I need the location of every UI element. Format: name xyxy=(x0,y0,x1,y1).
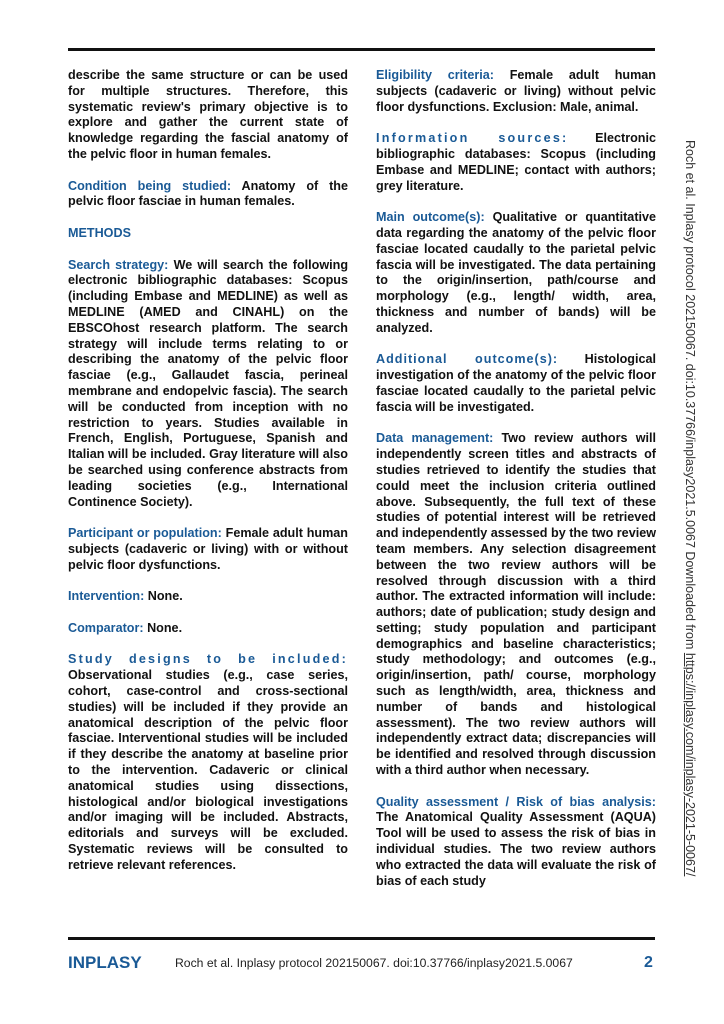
condition-label: Condition being studied: xyxy=(68,178,232,193)
participant-section xyxy=(68,526,348,573)
quality-assessment-section xyxy=(376,795,656,890)
left-column xyxy=(68,68,348,889)
methods-heading: METHODS xyxy=(68,225,131,240)
search-strategy-section xyxy=(68,258,348,511)
intervention-label: Intervention: xyxy=(68,589,145,604)
condition-section xyxy=(68,179,348,211)
study-designs-label: Study designs to be included: xyxy=(68,652,348,667)
comparator-text: None. xyxy=(147,620,183,635)
data-management-section xyxy=(376,431,656,779)
header-rule xyxy=(68,48,655,51)
study-designs-section xyxy=(68,652,348,873)
study-designs-text: Observational studies (e.g., case series, cohort, case-control and cross-sectional studies) will be included if they provide an anatomical description of the pelvic floor fasciae. Interventional studies will be included if they describe the anatomy at baseline prior to the intervention. Cadaveric or clinical anatomical studies using dissections, histological and/or biological investigations and/or imaging will be included. Abstracts, editorials and surveys will be excluded. Systematic reviews will be consulted to retrieve relevant references. xyxy=(68,668,348,872)
search-strategy-text: We will search the following electronic bibliographic databases: Scopus (including Embase and MEDLINE) as well as MEDLINE (AMED and CINAHL) on the EBSCOhost research platform. The search strategy will include terms relating to or describing the anatomy of the pelvic floor fasciae (e.g., Gallaudet fascia, perineal membrane and endopelvic fascia). The search will be conducted from inception with no restriction to years. Studies available in French, English, Portuguese, Spanish and Italian will be included. Gray literature will also be searched using conference abstracts from leading societies (e.g., International Continence Society). xyxy=(68,257,349,509)
main-outcomes-section xyxy=(376,210,656,336)
information-sources-section xyxy=(376,131,656,194)
footer-citation: Roch et al. Inplasy protocol 202150067. doi:10.37766/inplasy2021.5.0067 xyxy=(175,956,573,970)
footer-brand: INPLASY xyxy=(68,953,142,972)
data-management-text: Two review authors will independently screen titles and abstracts of studies retrieved to identify the studies that could meet the inclusion criteria outlined above. Subsequently, the full text of these studies of potential interest will be retrieved and independently assessed by the two review team members. Any selection disagreement between the two review authors will be resolved through discussion with a third author. The extracted information will include: authors; date of publication; study design and setting; study population and participant demographics and baseline characteristics; study methodology; and outcomes (e.g., origin/insertion, path/ course, morphology such as length/width, area, thickness and number of bands and histological assessment). The two review authors will independently extract data; discrepancies will be identified and resolved through discussion with a third author when necessary. xyxy=(376,431,656,778)
main-outcomes-text: Qualitative or quantitative data regarding the anatomy of the pelvic floor fasciae located caudally to the parietal pelvic fascia will be investigated. The data pertaining to the origin/insertion, path/course and morphology (e.g., length/ width, area, thickness and number of bands) will be analyzed. xyxy=(376,210,657,335)
additional-outcomes-text: Histological investigation of the anatomy of the pelvic floor fasciae located caudally to the parietal pelvic fascia will be investigated. xyxy=(376,352,656,414)
additional-outcomes-section xyxy=(376,352,656,415)
information-sources-text: Electronic bibliographic databases: Scopus (including Embase and MEDLINE; contact with authors; grey literature. xyxy=(376,131,656,193)
eligibility-label: Eligibility criteria: xyxy=(376,68,494,82)
condition-text: Anatomy of the pelvic floor fasciae in human females. xyxy=(68,178,348,209)
data-management-label: Data management: xyxy=(376,431,494,446)
intervention-section xyxy=(68,589,348,605)
comparator-section xyxy=(68,621,348,637)
footer-rule xyxy=(68,937,655,940)
eligibility-text: Female adult human subjects (cadaveric or living) without pelvic floor dysfunctions. Exclusion: Male, animal. xyxy=(376,68,656,114)
participant-text: Female adult human subjects (cadaveric or living) with or without pelvic floor dysfunctions. xyxy=(68,526,349,572)
main-outcomes-label: Main outcome(s): xyxy=(376,210,485,225)
comparator-label: Comparator: xyxy=(68,620,144,635)
information-sources-label: Information sources: xyxy=(376,131,569,146)
eligibility-section xyxy=(376,68,656,115)
participant-label: Participant or population: xyxy=(68,526,222,541)
quality-assessment-text: The Anatomical Quality Assessment (AQUA) Tool will be used to assess the risk of bias in individual studies. The two review authors who extracted the data will evaluate the risk of bias of each study xyxy=(376,810,656,888)
intro-paragraph: describe the same structure or can be used for multiple structures. Therefore, this systematic review's primary objective is to explore and gather the current state of knowledge regarding the fascial anatomy of the pelvic floor in human females. xyxy=(68,68,348,161)
search-strategy-label: Search strategy: xyxy=(68,257,169,272)
intervention-text: None. xyxy=(147,589,183,604)
download-link[interactable]: https://inplasy.com/inplasy-2021-5-0067/ xyxy=(683,652,697,877)
additional-outcomes-label: Additional outcome(s): xyxy=(376,352,559,367)
quality-assessment-label: Quality assessment / Risk of bias analysis: xyxy=(376,794,656,809)
side-download-note xyxy=(683,140,697,876)
page-number: 2 xyxy=(644,954,653,971)
right-column xyxy=(376,68,656,905)
side-note-text: Roch et al. Inplasy protocol 202150067. doi:10.37766/inplasy2021.5.0067 Downloaded from xyxy=(683,140,697,653)
